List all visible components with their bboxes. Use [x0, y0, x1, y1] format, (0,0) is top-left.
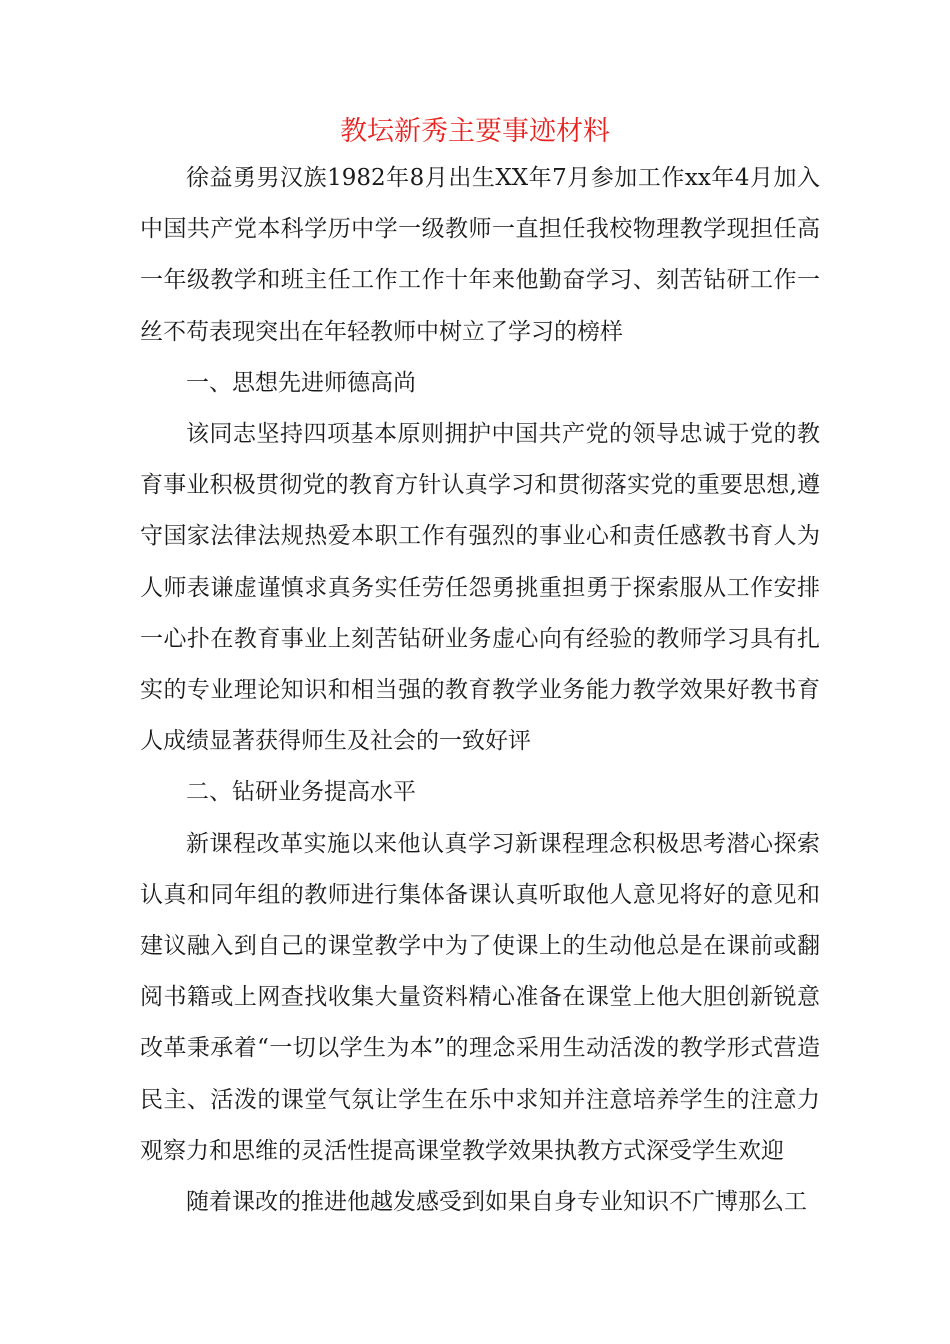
document-title: 教坛新秀主要事迹材料: [340, 116, 610, 147]
section-heading-1: 一、思想先进师德高尚: [186, 369, 416, 396]
document-body: [140, 153, 820, 1228]
section-1-paragraph: 该同志坚持四项基本原则拥护中国共产党的领导忠诚于党的教育事业积极贯彻党的教育方针认真学习和贯彻落实党的重要思想,遵守国家法律法规热爱本职工作有强烈的事业心和责任感教书育人为人师表谦虚谨慎求真务实任劳任怨勇挑重担勇于探索服从工作安排一心扑在教育事业上刻苦钻研业务虚心向有经验的教师学习具有扎实的专业理论知识和相当强的教育教学业务能力教学效果好教书育人成绩显著获得师生及社会的一致好评: [140, 421, 820, 755]
section-2-paragraph-2: 随着课改的推进他越发感受到如果自身专业知识不广博那么工: [186, 1189, 807, 1216]
section-2-paragraph-1: 新课程改革实施以来他认真学习新课程理念积极思考潜心探索认真和同年组的教师进行集体备课认真听取他人意见将好的意见和建议融入到自己的课堂教学中为了使课上的生动他总是在课前或翻阅书籍或上网查找收集大量资料精心准备在课堂上他大胆创新锐意改革秉承着“一切以学生为本”的理念采用生动活泼的教学形式营造民主、活泼的课堂气氛让学生在乐中求知并注意培养学生的注意力观察力和思维的灵活性提高课堂教学效果执教方式深受学生欢迎: [140, 830, 820, 1164]
intro-paragraph: 徐益勇男汉族1982年8月出生XX年7月参加工作xx年4月加入中国共产党本科学历中学一级教师一直担任我校物理教学现担任高一年级教学和班主任工作工作十年来他勤奋学习、刻苦钻研工作一丝不苟表现突出在年轻教师中树立了学习的榜样: [140, 165, 820, 345]
section-heading-2: 二、钻研业务提高水平: [186, 779, 416, 806]
